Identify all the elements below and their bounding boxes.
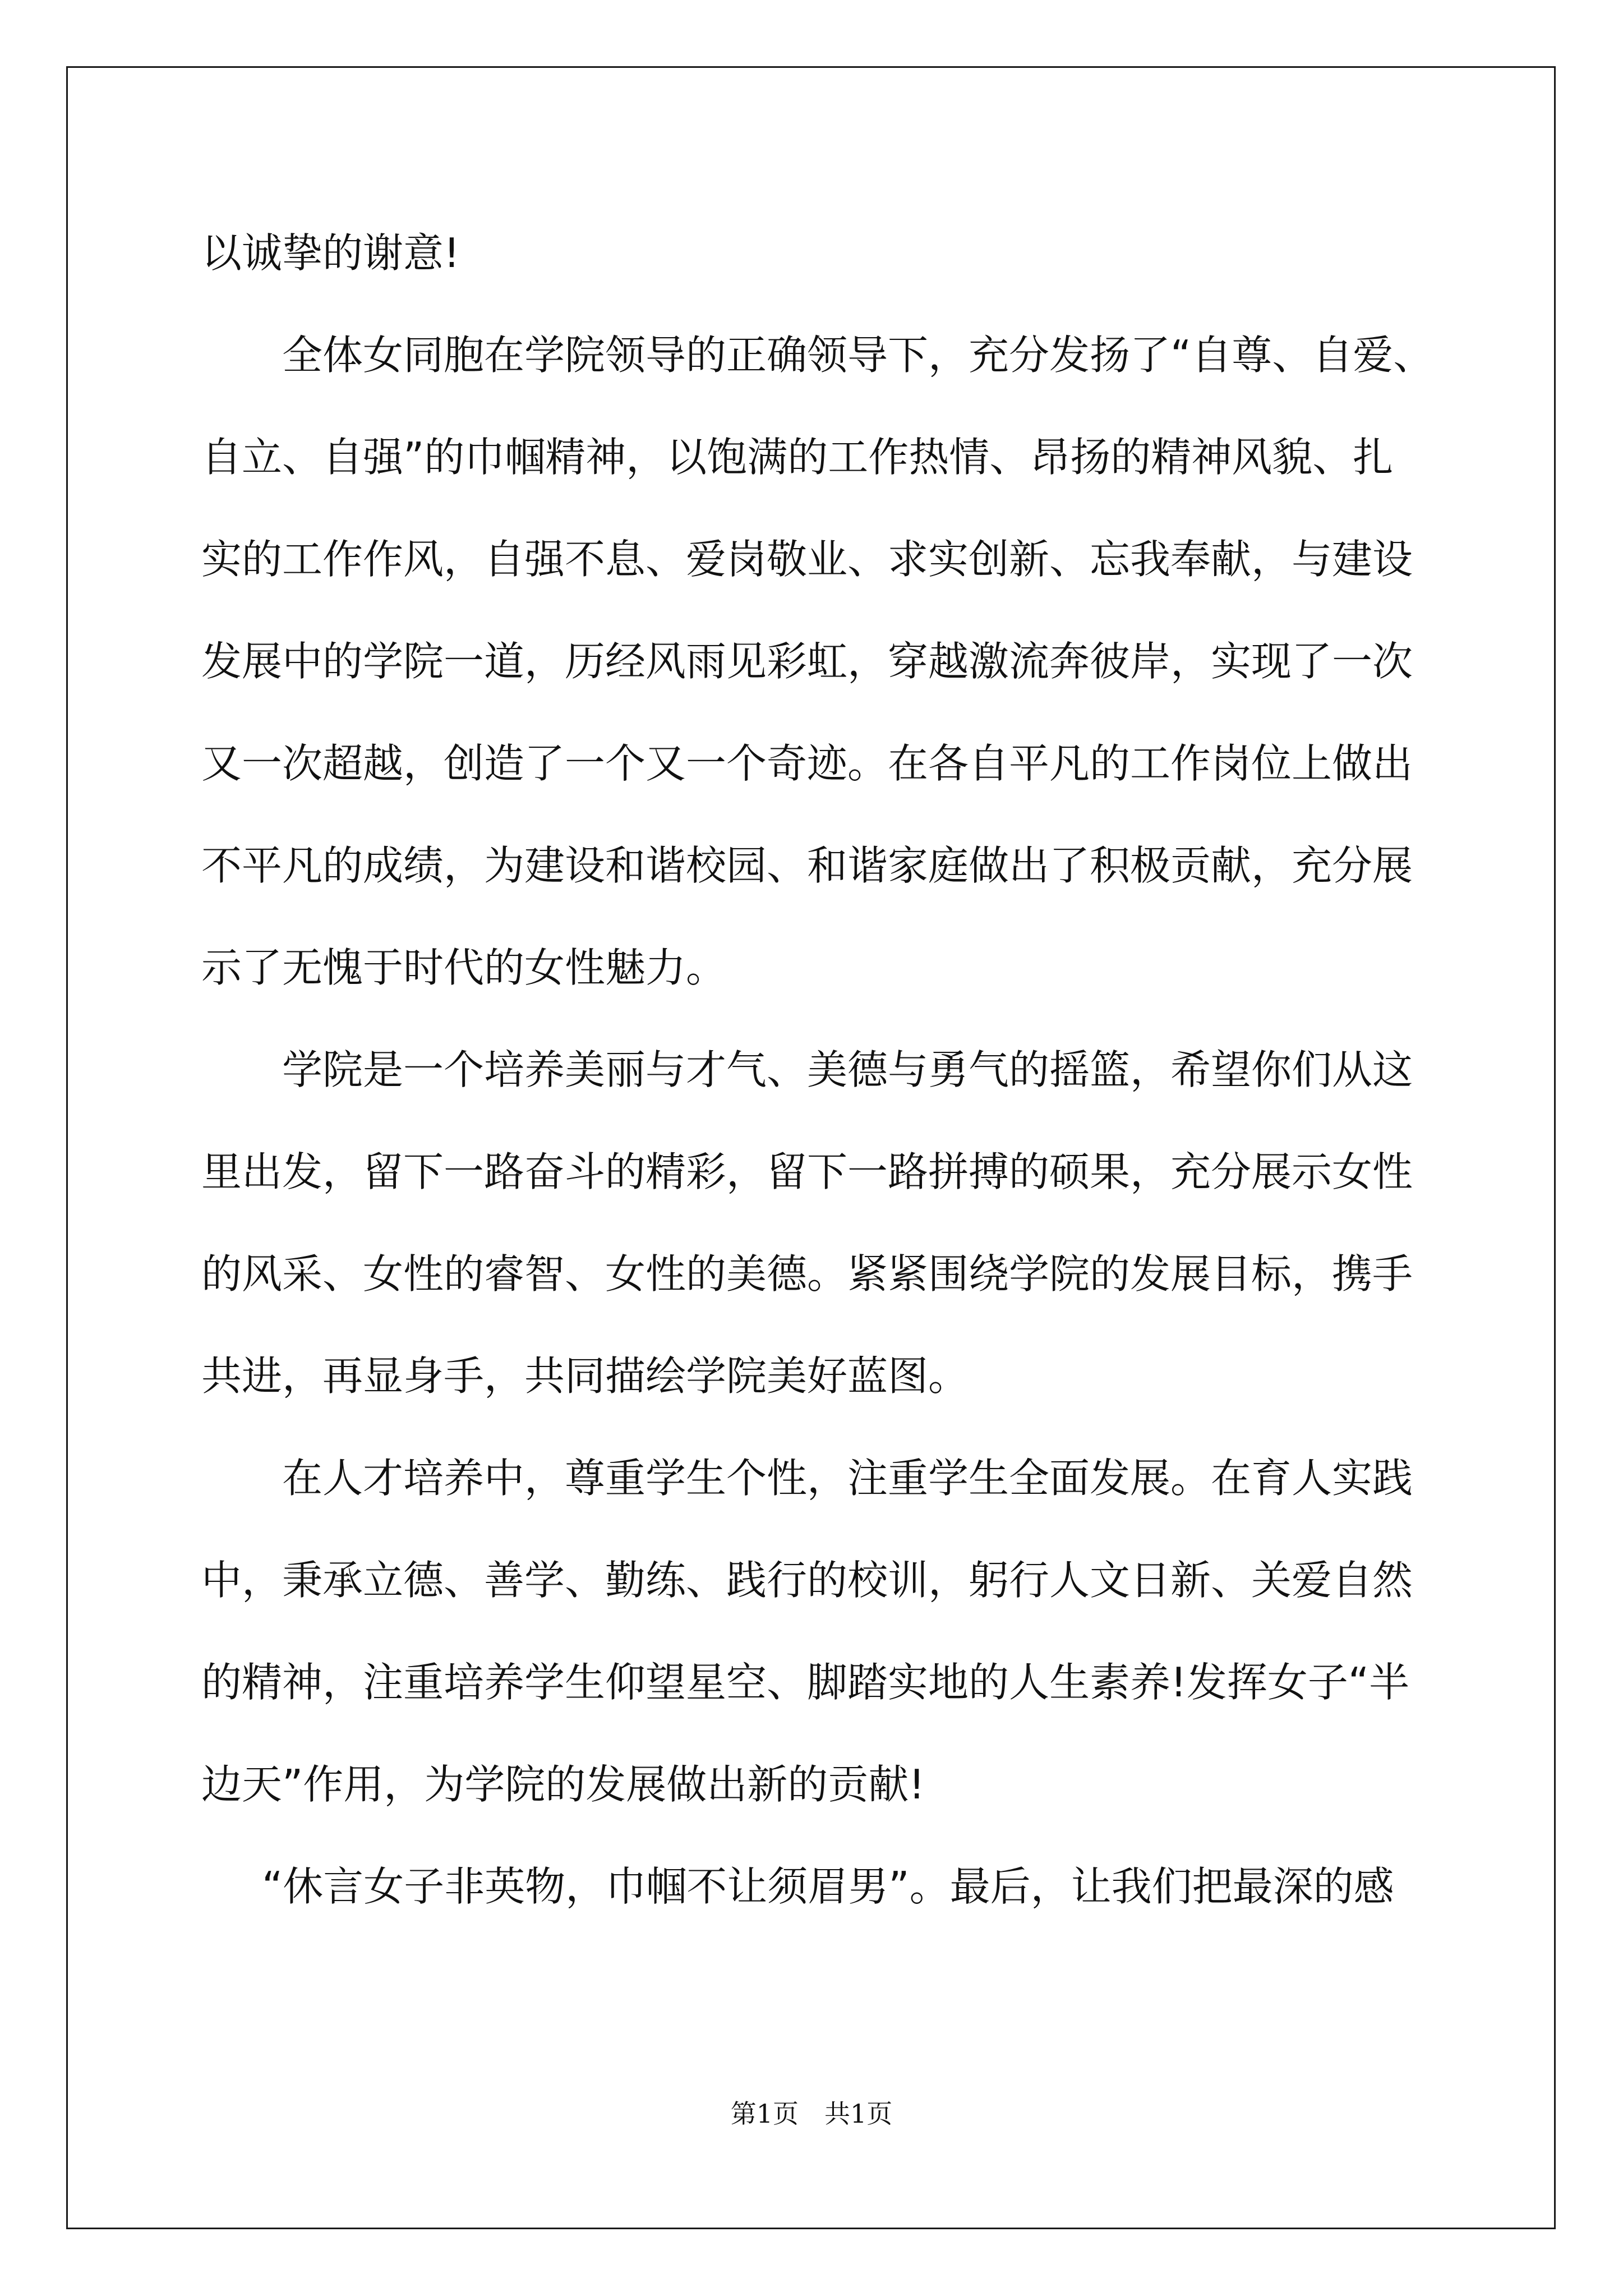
text-line: 里出发，留下一路奋斗的精彩，留下一路拼搏的硕果，充分展示女性 <box>201 1148 1413 1195</box>
text-line: 实的工作作风，自强不息、爱岗敬业、求实创新、忘我奉献，与建设 <box>201 536 1413 583</box>
text-line: 在人才培养中，尊重学生个性，注重学生全面发展。在育人实践 <box>282 1455 1413 1502</box>
text-line: 自立、自强”的巾帼精神，以饱满的工作热情、昂扬的精神风貌、扎 <box>201 434 1394 481</box>
text-line: 的精神，注重培养学生仰望星空、脚踏实地的人生素养!发挥女子“半 <box>201 1659 1410 1706</box>
text-line: 共进，再显身手，共同描绘学院美好蓝图。 <box>201 1352 969 1400</box>
text-line: “休言女子非英物，巾帼不让须眉男”。最后，让我们把最深的感 <box>262 1863 1394 1910</box>
text-line: 中，秉承立德、善学、勤练、践行的校训，躬行人文日新、关爱自然 <box>201 1557 1413 1604</box>
text-line: 全体女同胞在学院领导的正确领导下，充分发扬了“自尊、自爱、 <box>282 332 1434 379</box>
text-line: 又一次超越，创造了一个又一个奇迹。在各自平凡的工作岗位上做出 <box>201 740 1413 787</box>
text-line: 不平凡的成绩，为建设和谐校园、和谐家庭做出了积极贡献，充分展 <box>201 842 1413 889</box>
page-footer: 第1页 共1页 <box>730 2099 893 2129</box>
text-line: 以诚挚的谢意! <box>201 229 460 277</box>
text-line: 示了无愧于时代的女性魅力。 <box>201 944 727 991</box>
text-line: 发展中的学院一道，历经风雨见彩虹，穿越激流奔彼岸，实现了一次 <box>201 638 1413 685</box>
document-body <box>201 202 1446 1938</box>
text-line: 边天”作用，为学院的发展做出新的贡献! <box>201 1761 925 1808</box>
text-line: 的风采、女性的睿智、女性的美德。紧紧围绕学院的发展目标，携手 <box>201 1250 1413 1297</box>
text-line: 学院是一个培养美丽与才气、美德与勇气的摇篮，希望你们从这 <box>282 1046 1413 1093</box>
